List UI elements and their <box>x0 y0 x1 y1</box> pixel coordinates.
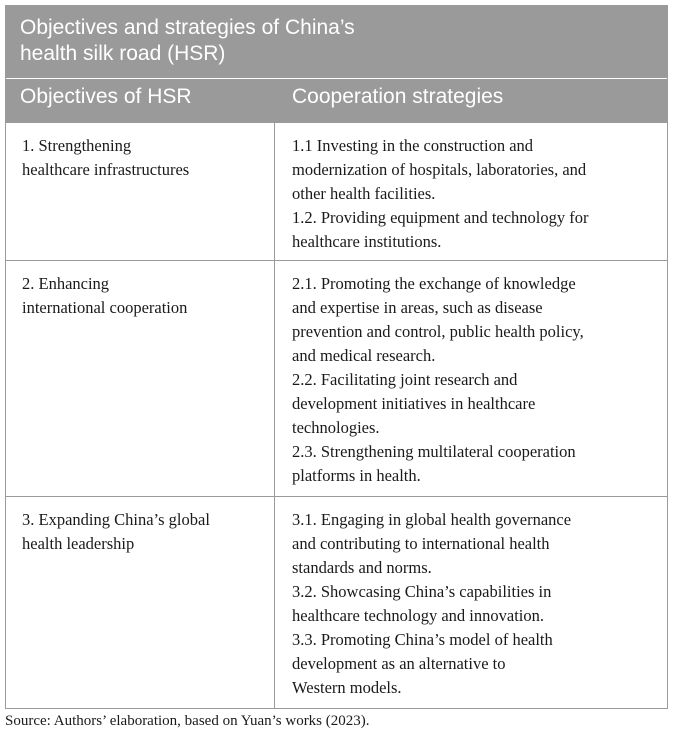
cell-text: 3. Expanding China’s global <box>22 510 210 529</box>
table-row <box>6 122 667 260</box>
cell-text: technologies. <box>292 418 380 437</box>
cell-text: and contributing to international health <box>292 534 550 553</box>
table-title-line: health silk road (HSR) <box>20 42 226 65</box>
table-row <box>6 496 667 708</box>
cell-text: Western models. <box>292 678 402 697</box>
cell-text: and expertise in areas, such as disease <box>292 298 543 317</box>
cell-text: healthcare infrastructures <box>22 160 190 179</box>
objective-cell <box>6 123 275 260</box>
cell-text: 1. Strengthening <box>22 136 132 155</box>
source-note: Source: Authors’ elaboration, based on Yuan’s works (2023). <box>5 713 370 729</box>
cell-text: development initiatives in healthcare <box>292 394 536 413</box>
column-header-objectives: Objectives of HSR <box>20 85 192 108</box>
cell-text: 2.1. Promoting the exchange of knowledge <box>292 274 576 293</box>
cell-text: prevention and control, public health policy, <box>292 322 584 341</box>
cell-text: healthcare technology and innovation. <box>292 606 544 625</box>
cell-text: 3.1. Engaging in global health governance <box>292 510 572 529</box>
column-header-strategies: Cooperation strategies <box>292 85 504 108</box>
cell-text: 1.1 Investing in the construction and <box>292 136 534 155</box>
cell-text: 2.2. Facilitating joint research and <box>292 370 518 389</box>
cell-text: platforms in health. <box>292 466 421 485</box>
hsr-table <box>5 5 668 709</box>
strategy-cell <box>275 261 667 496</box>
objective-cell <box>6 261 275 496</box>
strategy-cell <box>275 123 667 260</box>
strategy-cell <box>275 497 667 708</box>
cell-text: standards and norms. <box>292 558 432 577</box>
table-title-line: Objectives and strategies of China’s <box>20 16 355 39</box>
cell-text: 2.3. Strengthening multilateral cooperation <box>292 442 576 461</box>
cell-text: 3.2. Showcasing China’s capabilities in <box>292 582 552 601</box>
cell-text: development as an alternative to <box>292 654 506 673</box>
cell-text: other health facilities. <box>292 184 436 203</box>
cell-text: 1.2. Providing equipment and technology for <box>292 208 589 227</box>
table-header-row <box>6 79 667 122</box>
cell-text: health leadership <box>22 534 135 553</box>
cell-text: international cooperation <box>22 298 188 317</box>
objective-cell <box>6 497 275 708</box>
cell-text: 3.3. Promoting China’s model of health <box>292 630 553 649</box>
cell-text: and medical research. <box>292 346 436 365</box>
table-title <box>6 6 667 79</box>
table-row <box>6 260 667 496</box>
cell-text: 2. Enhancing <box>22 274 110 293</box>
cell-text: healthcare institutions. <box>292 232 442 251</box>
cell-text: modernization of hospitals, laboratories, and <box>292 160 587 179</box>
